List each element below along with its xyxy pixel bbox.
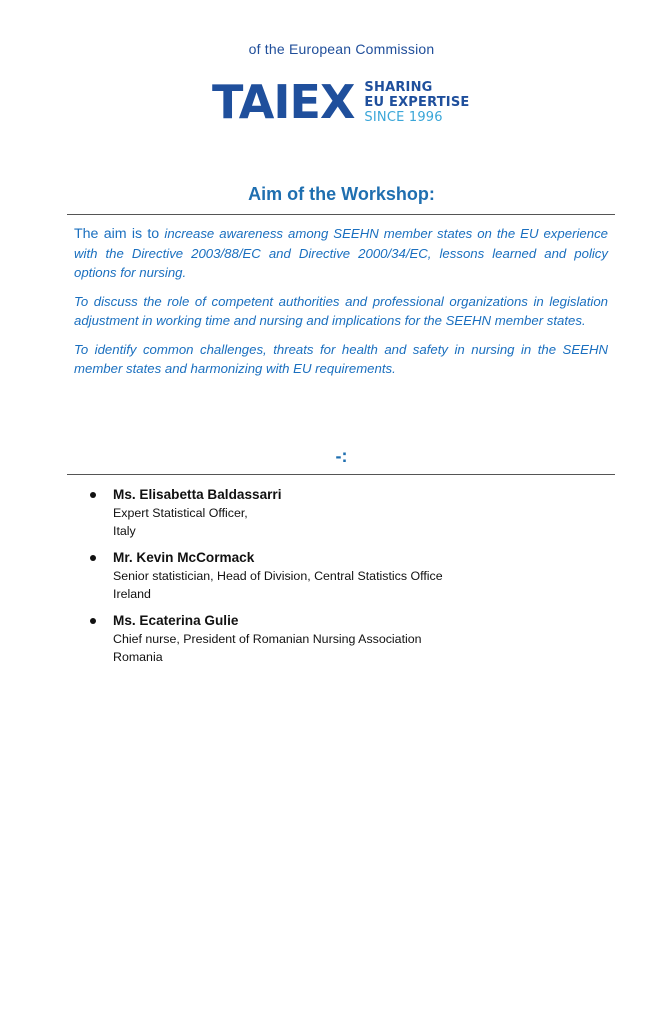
expert-country: Romania (113, 650, 163, 664)
aim-paragraph-3: To identify common challenges, threats for health and safety in nursing in the SEEHN member states and harmonizing with EU requirements. (74, 342, 608, 376)
aim-lead-italic: increase awareness among SEEHN member states on the EU experience with the Directive 2003/88/EC and Directive 2000/34/EC, lessons learned and policy options for nursing. (74, 226, 608, 280)
taiex-logo (212, 75, 470, 129)
logo-wordmark: TAIEX (212, 75, 355, 129)
logo-tagline-line-3: SINCE 1996 (364, 109, 443, 125)
logo-tagline-line-2: EU EXPERTISE (364, 94, 470, 110)
bullet-icon (90, 618, 96, 624)
aim-lead-text: The aim is to (74, 226, 165, 242)
aim-paragraph-1 (74, 224, 608, 282)
experts-divider (67, 474, 615, 475)
expert-name: Ms. Elisabetta Baldassarri (113, 487, 282, 502)
expert-country: Ireland (113, 587, 151, 601)
list-item (90, 612, 610, 666)
expert-role: Chief nurse, President of Romanian Nursing Association (113, 632, 422, 646)
list-item (90, 486, 610, 540)
header-subtitle: of the European Commission (248, 41, 435, 57)
experts-section-title: -: (335, 446, 348, 466)
expert-role: Senior statistician, Head of Division, Central Statistics Office (113, 569, 443, 583)
expert-name: Ms. Ecaterina Gulie (113, 613, 239, 628)
list-item (90, 549, 610, 603)
aim-section-title: Aim of the Workshop: (248, 184, 435, 204)
expert-role: Expert Statistical Officer, (113, 506, 248, 520)
aim-body (74, 224, 608, 388)
aim-divider (67, 214, 615, 215)
experts-list (90, 486, 610, 675)
bullet-icon (90, 492, 96, 498)
bullet-icon (90, 555, 96, 561)
logo-tagline (364, 80, 469, 125)
aim-paragraph-2: To discuss the role of competent authorities and professional organizations in legislation adjustment in working time and nursing and implications for the SEEHN member states. (74, 294, 608, 328)
expert-name: Mr. Kevin McCormack (113, 550, 255, 565)
logo-tagline-line-1: SHARING (364, 79, 433, 95)
expert-country: Italy (113, 524, 136, 538)
